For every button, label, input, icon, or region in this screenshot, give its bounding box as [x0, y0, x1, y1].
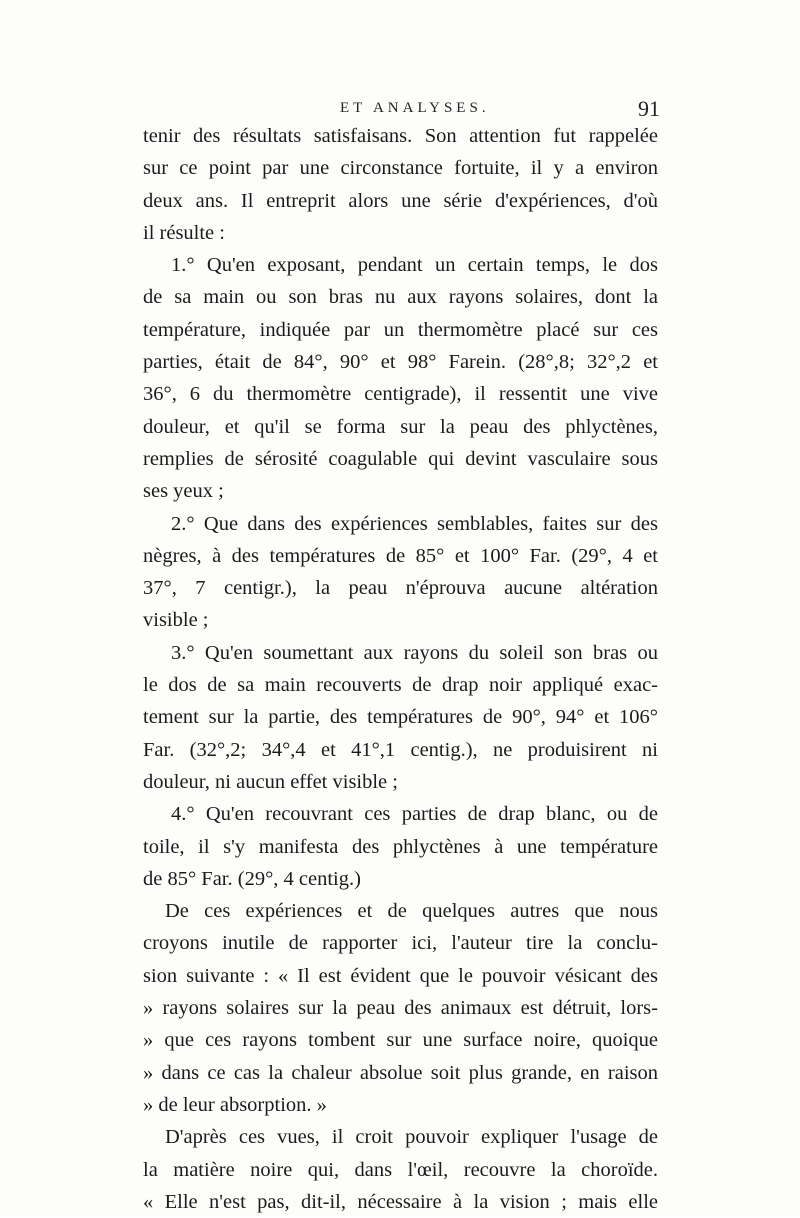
- text-line: 4.° Qu'en recouvrant ces parties de drap blanc, ou de: [171, 803, 658, 826]
- text-line: parties, était de 84°, 90° et 98° Farein. (28°,8; 32°,2 et: [143, 351, 658, 374]
- text-line: température, indiquée par un thermomètre placé sur ces: [143, 318, 658, 341]
- text-line: sur ce point par une circonstance fortuite, il y a environ: [143, 157, 658, 180]
- text-line: D'après ces vues, il croit pouvoir expliquer l'usage de: [165, 1126, 658, 1149]
- running-title: ET ANALYSES.: [340, 100, 490, 116]
- text-line: il résulte :: [143, 221, 225, 244]
- text-line: croyons inutile de rapporter ici, l'auteur tire la conclu-: [143, 932, 658, 955]
- text-line: De ces expériences et de quelques autres que nous: [165, 900, 658, 923]
- text-line: douleur, ni aucun effet visible ;: [143, 770, 398, 793]
- text-line: le dos de sa main recouverts de drap noir appliqué exac-: [143, 674, 658, 697]
- text-line: deux ans. Il entreprit alors une série d'expériences, d'où: [143, 189, 658, 212]
- text-line: tement sur la partie, des températures de 90°, 94° et 106°: [143, 706, 658, 729]
- text-line: 1.° Qu'en exposant, pendant un certain temps, le dos: [171, 254, 658, 277]
- text-line: visible ;: [143, 609, 209, 632]
- text-line: » de leur absorption. »: [143, 1093, 327, 1116]
- text-line: toile, il s'y manifesta des phlyctènes à une température: [143, 835, 658, 858]
- text-line: » dans ce cas la chaleur absolue soit plus grande, en raison: [143, 1061, 658, 1084]
- text-line: 3.° Qu'en soumettant aux rayons du soleil son bras ou: [171, 641, 658, 664]
- text-line: sion suivante : « Il est évident que le pouvoir vésicant des: [143, 964, 658, 987]
- text-line: de sa main ou son bras nu aux rayons solaires, dont la: [143, 286, 658, 309]
- text-line: remplies de sérosité coagulable qui devint vasculaire sous: [143, 447, 658, 470]
- text-line: nègres, à des températures de 85° et 100° Far. (29°, 4 et: [143, 544, 658, 567]
- body-text: [143, 120, 658, 1218]
- text-line: Far. (32°,2; 34°,4 et 41°,1 centig.), ne produisirent ni: [143, 738, 658, 761]
- text-line: 2.° Que dans des expériences semblables, faites sur des: [171, 512, 658, 535]
- text-line: ses yeux ;: [143, 480, 224, 503]
- text-line: de 85° Far. (29°, 4 centig.): [143, 867, 361, 890]
- page-number: 91: [638, 96, 660, 121]
- text-line: 37°, 7 centigr.), la peau n'éprouva aucune altération: [143, 577, 658, 600]
- text-line: » rayons solaires sur la peau des animaux est détruit, lors-: [143, 997, 658, 1020]
- text-line: tenir des résultats satisfaisans. Son attention fut rappelée: [143, 125, 658, 147]
- text-line: » que ces rayons tombent sur une surface noire, quoique: [143, 1029, 658, 1052]
- text-line: la matière noire qui, dans l'œil, recouvre la choroïde.: [143, 1158, 658, 1181]
- text-line: douleur, et qu'il se forma sur la peau des phlyctènes,: [143, 415, 658, 438]
- text-line: « Elle n'est pas, dit-il, nécessaire à la vision ; mais elle: [143, 1190, 658, 1213]
- text-line: 36°, 6 du thermomètre centigrade), il ressentit une vive: [143, 383, 658, 406]
